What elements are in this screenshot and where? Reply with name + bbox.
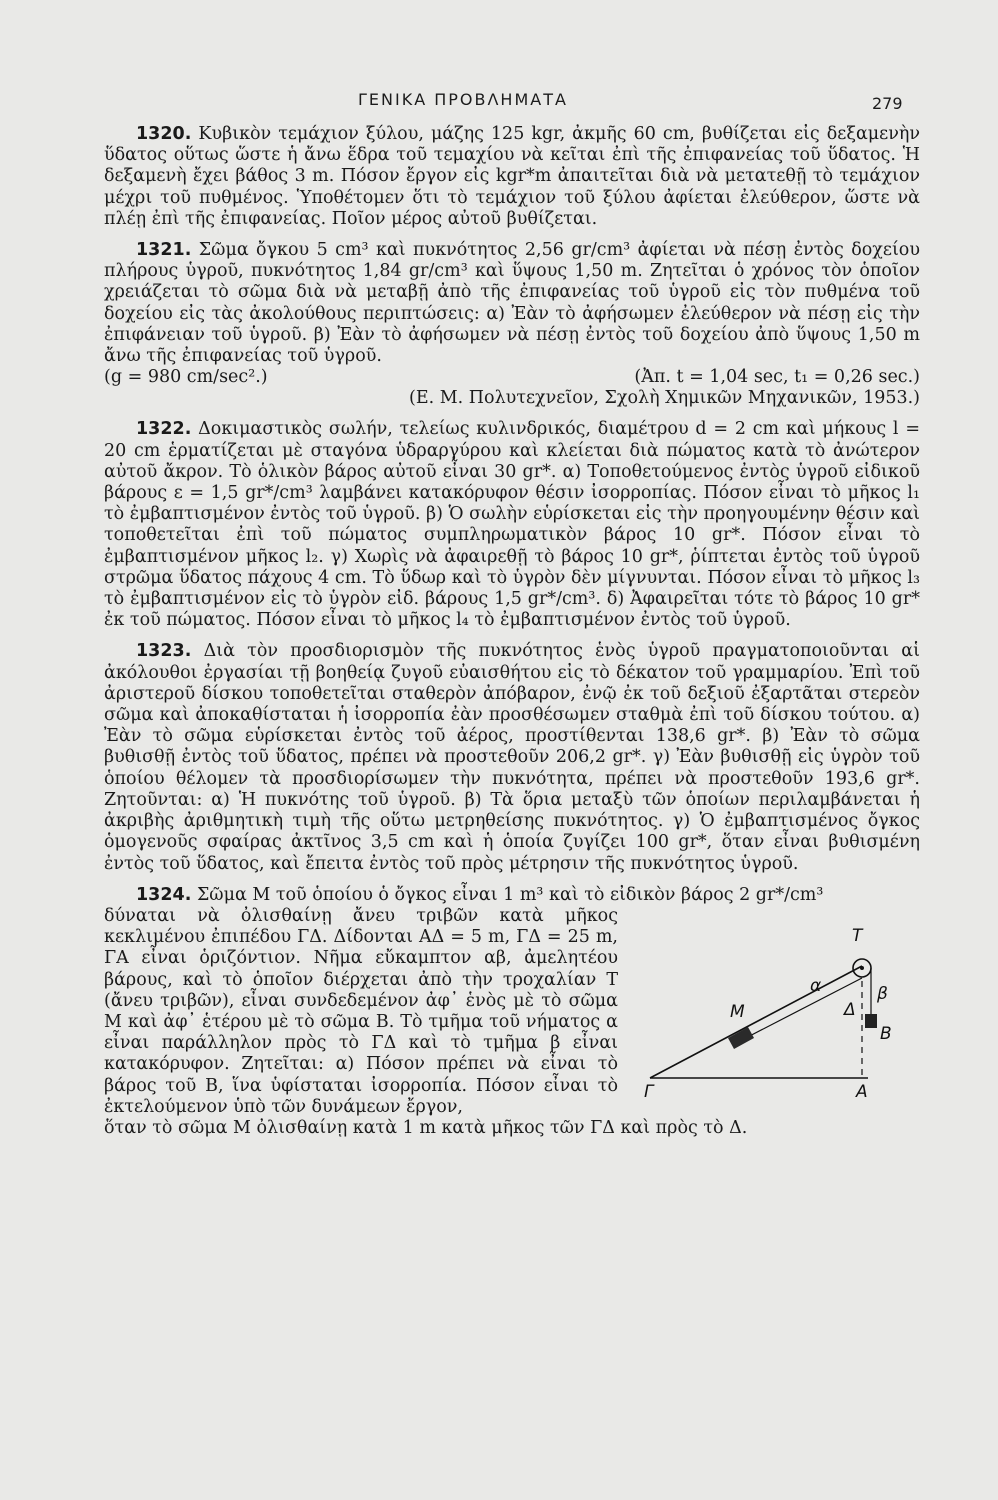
answer: (Ἀπ. t = 1,04 sec, t₁ = 0,26 sec.) [634,367,920,388]
problem-1323 [104,641,920,874]
label-delta: Δ [844,999,856,1020]
diagram-svg [630,926,920,1116]
problem-number: 1321. [136,240,192,261]
running-title: ΓΕΝΙΚΑ ΠΡΟΒΛΗΜΑΤΑ [358,90,568,109]
source-citation: (Ε. Μ. Πολυτεχνεῖον, Σχολὴ Χημικῶν Μηχανικῶν, 1953.) [409,388,920,409]
label-gamma: Γ [644,1081,654,1102]
problem-number: 1320. [136,124,192,144]
body-b [865,1014,877,1028]
problem-text: Σῶμα ὄγκου 5 cm³ καὶ πυκνότητος 2,56 gr/cm³ ἀφίεται νὰ πέσῃ ἐντὸς δοχείου πλήρους ὑγροῦ, πυκνότητος 1,84 gr/cm³ καὶ ὕψους 1,50 m. Ζητεῖται ὁ χρόνος τὸν ὁποῖον χρειάζεται τὸ σῶμα διὰ νὰ μεταβῇ ἀπὸ τῆς ἐπιφανείας τοῦ ὑγροῦ εἰς τὸν πυθμένα τοῦ δοχείου εἰς τὰς ἀκολούθους περιπτώσεις: α) Ἐὰν τὸ ἀφήσωμεν ἐλεύθερον νὰ πέσῃ εἰς τὴν ἐπιφάνειαν τοῦ ὑγροῦ. β) Ἐὰν τὸ ἀφήσωμεν νὰ πέσῃ ἐντὸς τοῦ δοχείου ἀπὸ ὕψους 1,50 m ἄνω τῆς ἐπιφανείας τοῦ ὑγροῦ. [104,240,920,367]
problem-number: 1324. [136,884,192,905]
incline-line-gd [650,966,862,1078]
problems-column [104,124,920,1149]
label-m: M [730,1001,745,1022]
problem-1320 [104,124,920,230]
label-t: T [852,925,863,946]
problem-text-wrap: δύναται νὰ ὀλισθαίνῃ ἄνευ τριβῶν κατὰ μῆκος κεκλιμένου ἐπιπέδου ΓΔ. Δίδονται ΑΔ = 5 m, ΓΔ = 25 m, ΓΑ εἶναι ὁριζόντιον. Νῆμα εὔκαμπτον αβ, ἀμελητέου βάρους, καὶ τὸ ὁποῖον διέρχεται ἀπὸ τὴν τροχαλίαν Τ (ἄνευ τριβῶν), εἶναι συνδεδεμένον ἀφ᾽ ἑνὸς μὲ τὸ σῶμα Μ καὶ ἀφ᾽ ἑτέρου μὲ τὸ σῶμα Β. Τὸ τμῆμα τοῦ νήματος α εἶναι παράλληλον πρὸς τὸ ΓΔ καὶ τὸ τμῆμα β εἶναι κατακόρυφον. Ζητεῖται: α) Πόσον πρέπει νὰ εἶναι τὸ βάρος τοῦ Β, ἵνα ὑφίσταται ἰσορροπία. Πόσον εἶναι τὸ ἐκτελούμενον ὑπὸ τῶν δυνάμεων ἔργον, [104,905,618,1117]
problem-1324 [104,885,920,1139]
label-a: A [856,1081,868,1102]
given-and-answer [104,367,920,388]
given-constant: (g = 980 cm/sec².) [104,367,268,388]
page-number: 279 [872,94,903,113]
problem-text: Κυβικὸν τεμάχιον ξύλου, μάζης 125 kgr, ἀκμῆς 60 cm, βυθίζεται εἰς δεξαμενὴν ὕδατος οὕτως ὥστε ἡ ἄνω ἕδρα τοῦ τεμαχίου νὰ κεῖται ἐπὶ τῆς ἐπιφανείας τοῦ ὕδατος. Ἡ δεξαμενὴ ἔχει βάθος 3 m. Πόσον ἔργον εἰς kgr*m ἀπαιτεῖται διὰ νὰ μετατεθῇ τὸ τεμάχιον μέχρι τοῦ πυθμένος. Ὑποθέτομεν ὅτι τὸ τεμάχιον τοῦ ξύλου ἀφίεται ἐλεύθερον, ὥστε νὰ πλέῃ ἐπὶ τῆς ἐπιφανείας. Ποῖον μέρος αὐτοῦ βυθίζεται. [104,124,920,229]
problem-number: 1323. [136,641,192,662]
problem-1321 [104,240,920,409]
label-b: B [880,1023,892,1044]
problem-text: Διὰ τὸν προσδιορισμὸν τῆς πυκνότητος ἑνὸς ὑγροῦ πραγματοποιοῦνται αἱ ἀκόλουθοι ἐργασίαι τῇ βοηθείᾳ ζυγοῦ εὐαισθήτου εἰς τὸ δέκατον τοῦ γραμμαρίου. Ἐπὶ τοῦ ἀριστεροῦ δίσκου τοποθετεῖται σταθερὸν ἀπόβαρον, ἐνῷ ἐκ τοῦ δεξιοῦ ἐξαρτᾶται στερεὸν σῶμα καὶ ἀποκαθίσταται ἡ ἰσορροπία ἐὰν προσθέσωμεν σταθμὰ ἐπὶ τοῦ δίσκου τούτου. α) Ἐὰν τὸ σῶμα εὑρίσκεται ἐντὸς τοῦ ἀέρος, προστίθενται 138,6 gr*. β) Ἐὰν τὸ σῶμα βυθισθῇ ἐντὸς τοῦ ὕδατος, πρέπει νὰ προστεθοῦν 206,2 gr*. γ) Ἐὰν βυθισθῇ εἰς ὑγρὸν τοῦ ὁποίου θέλομεν τὰ προσδιορίσωμεν τὴν πυκνότητα, πρέπει νὰ προστεθοῦν 193,6 gr*. Ζητοῦνται: α) Ἡ πυκνότης τοῦ ὑγροῦ. β) Τὰ ὅρια μεταξὺ τῶν ὁποίων περιλαμβάνεται ἡ ἀκριβὴς ἀριθμητικὴ τιμὴ τῆς οὕτω μετρηθείσης πυκνότητος. γ) Ὁ ἐμβαπτισμένος ὄγκος ὁμογενοῦς σφαίρας ἀκτῖνος 3,5 cm καὶ ἡ ὁποία ζυγίζει 100 gr*, ὅταν εἶναι βυθισμένη ἐντὸς τοῦ ὕδατος, καὶ ἔπειτα ἐντὸς τοῦ πρὸς μέτρησιν τῆς πυκνότητος ὑγροῦ. [104,641,920,874]
problem-text-first: Σῶμα Μ τοῦ ὁποίου ὁ ὄγκος εἶναι 1 m³ καὶ τὸ εἰδικὸν βάρος 2 gr*/cm³ [196,884,824,905]
pulley-axle [860,966,864,970]
page-header [0,90,998,120]
problem-text-last: ὅταν τὸ σῶμα Μ ὀλισθαίνῃ κατὰ 1 m κατὰ μῆκος τῶν ΓΔ καὶ πρὸς τὸ Δ. [104,1117,748,1138]
label-beta: β [877,983,888,1004]
label-alpha: α [810,975,822,996]
problem-text: Δοκιμαστικὸς σωλήν, τελείως κυλινδρικός, διαμέτρου d = 2 cm καὶ μήκους l = 20 cm ἑρματίζεται μὲ σταγόνα ὑδραργύρου καὶ κλείεται διὰ πώματος κατὰ τὸ ἀνώτερον αὐτοῦ ἄκρον. Τὸ ὁλικὸν βάρος αὐτοῦ εἶναι 30 gr*. α) Τοποθετούμενος ἐντὸς ὑγροῦ εἰδικοῦ βάρους ε = 1,5 gr*/cm³ λαμβάνει κατακόρυφον θέσιν ἰσορροπίας. Πόσον εἶναι τὸ μῆκος l₁ τὸ ἐμβαπτισμένον ἐντὸς τοῦ ὑγροῦ. β) Ὁ σωλὴν εὑρίσκεται εἰς τὴν προηγουμένην θέσιν καὶ τοποθετεῖται ἐπὶ τοῦ πώματος συμπληρωματικὸν βάρος 10 gr*. Πόσον εἶναι τὸ ἐμβαπτισμένον μῆκος l₂. γ) Χωρὶς νὰ ἀφαιρεθῇ τὸ βάρος 10 gr*, ῥίπτεται ἐντὸς τοῦ ὑγροῦ στρῶμα ὕδατος πάχους 4 cm. Τὸ ὕδωρ καὶ τὸ ὑγρὸν δὲν μίγνυνται. Πόσον εἶναι τὸ μῆκος l₃ τὸ ἐμβαπτισμένον εἰς τὸ ὑγρὸν εἰδ. βάρους 1,5 gr*/cm³. δ) Ἀφαιρεῖται τότε τὸ βάρος 10 gr* ἐκ τοῦ πώματος. Πόσον εἶναι τὸ μῆκος l₄ τὸ ἐμβαπτισμένον ἐντὸς τοῦ ὑγροῦ. [104,419,920,631]
inclined-plane-diagram [630,926,920,1116]
problem-number: 1322. [136,419,192,440]
problem-1322 [104,419,920,631]
